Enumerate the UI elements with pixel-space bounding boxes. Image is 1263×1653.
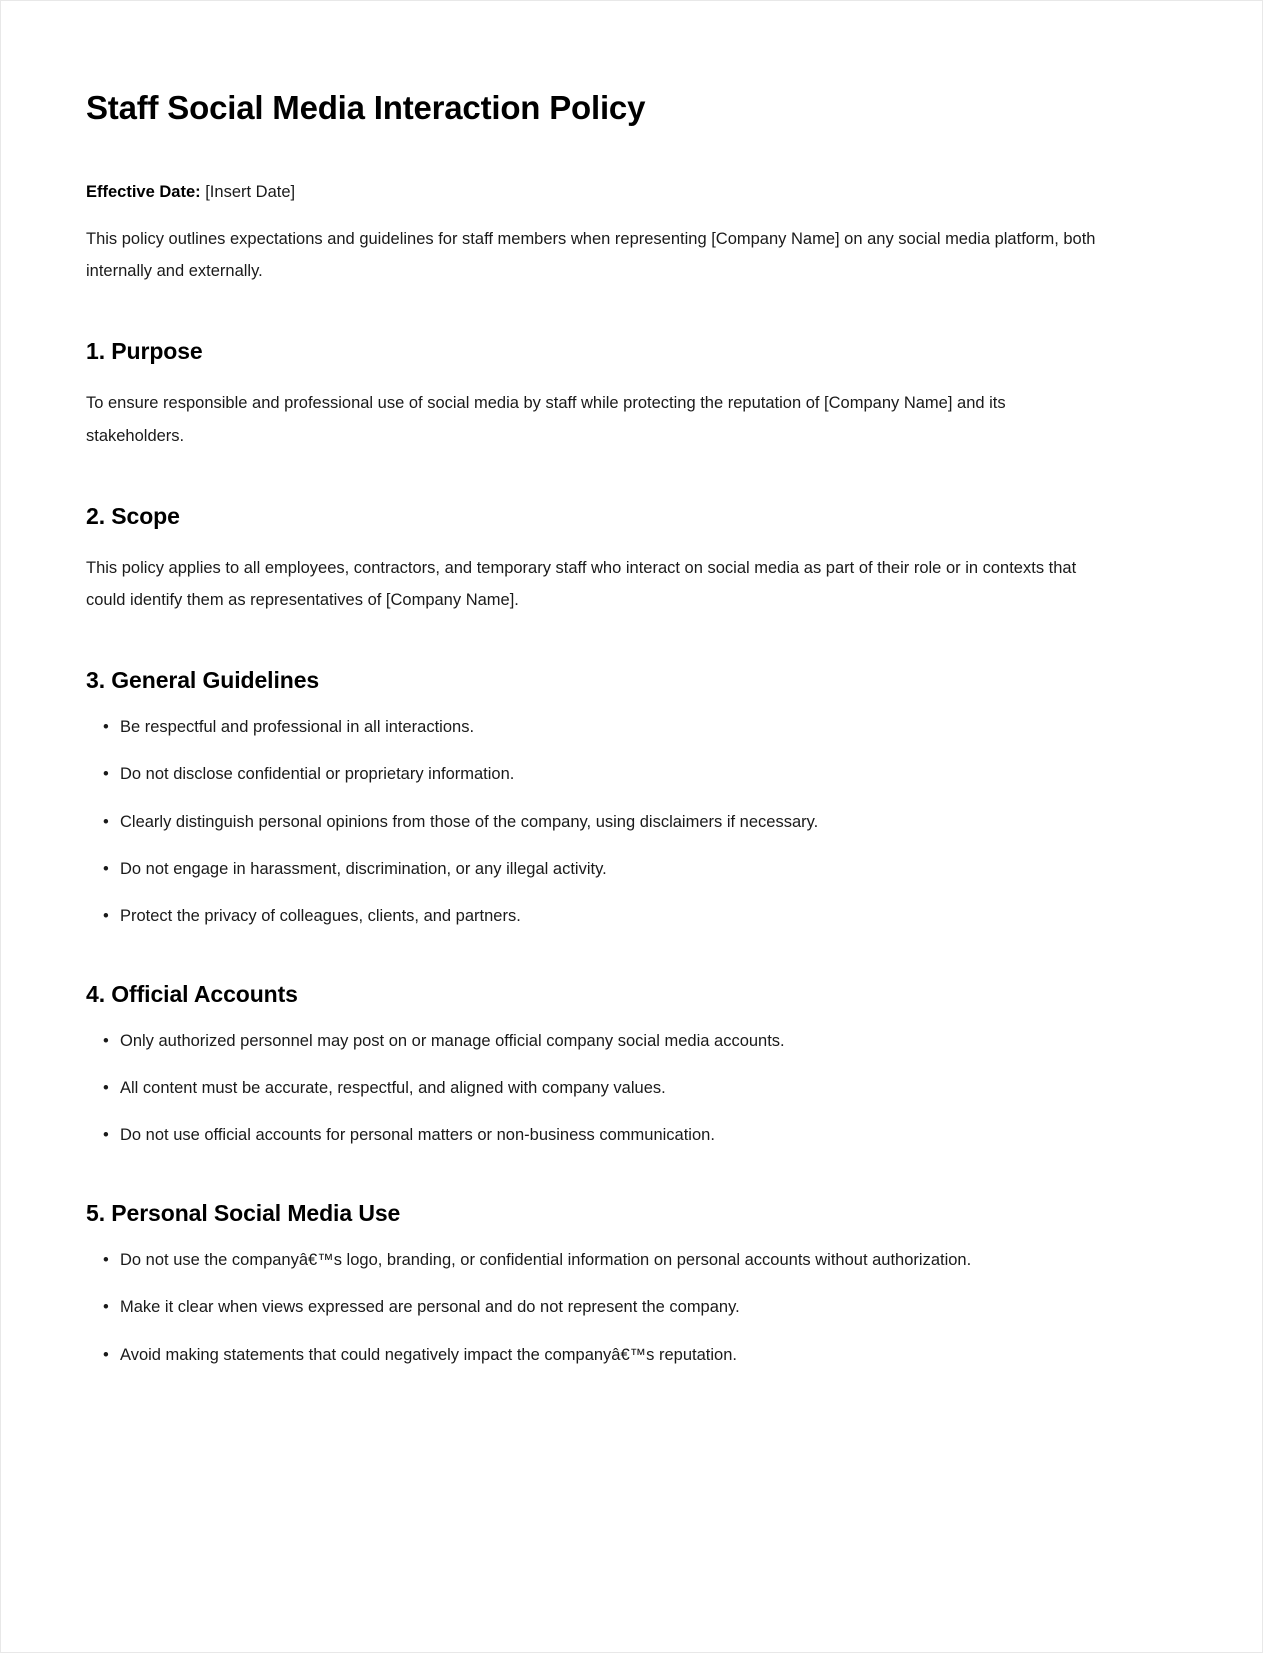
list-item-label: Protect the privacy of colleagues, clients, and partners.: [120, 907, 521, 926]
list-item-label: Do not disclose confidential or proprietary information.: [120, 765, 515, 784]
list-general-guidelines: [86, 696, 1096, 930]
list-item: [86, 1294, 1096, 1320]
list-item: [86, 1247, 1096, 1273]
bullet-icon: •: [103, 717, 109, 736]
document-body: [86, 1, 1096, 1368]
list-item: [86, 809, 1096, 835]
section-heading-purpose: 1. Purpose: [86, 338, 203, 365]
list-item: [86, 1075, 1096, 1101]
section-body-purpose: To ensure responsible and professional use of social media by staff while protecting the reputation of [Company Name] and its stakeholders.: [86, 394, 1006, 445]
list-item-label: Do not engage in harassment, discrimination, or any illegal activity.: [120, 860, 607, 878]
bullet-icon: •: [103, 765, 109, 784]
effective-date-line: [86, 128, 1096, 207]
list-item-label: Clearly distinguish personal opinions from those of the company, using disclaimers if necessary.: [120, 812, 819, 831]
bullet-icon: •: [103, 1031, 109, 1050]
list-item: [86, 903, 1096, 929]
section-heading-personal-social-media-use: 5. Personal Social Media Use: [86, 1199, 401, 1226]
intro-paragraph: This policy outlines expectations and guidelines for staff members when representing [Company Name] on any social media platform, both internally and externally.: [86, 230, 1096, 281]
list-item-label: Only authorized personnel may post on or manage official company social media accounts.: [120, 1031, 785, 1050]
section-heading-scope: 2. Scope: [86, 502, 180, 529]
bullet-icon: •: [103, 1298, 109, 1317]
bullet-icon: •: [103, 1345, 109, 1364]
bullet-icon: •: [103, 1126, 109, 1145]
bullet-icon: •: [103, 1079, 109, 1098]
section-general-guidelines: [86, 616, 1096, 930]
section-body-scope: This policy applies to all employees, contractors, and temporary staff who interact on social media as part of their role or in contexts that could identify them as representatives of [Company Name].: [86, 558, 1077, 609]
section-heading-general-guidelines: 3. General Guidelines: [86, 666, 320, 693]
list-item: [86, 856, 1096, 882]
list-official-accounts: [86, 1010, 1096, 1149]
list-item-label: Do not use official accounts for personal matters or non-business communication.: [120, 1126, 715, 1145]
page-title: Staff Social Media Interaction Policy: [86, 89, 646, 126]
section-scope: [86, 452, 1096, 616]
bullet-icon: •: [103, 1250, 109, 1269]
section-personal-social-media-use: [86, 1149, 1096, 1368]
list-item: [86, 1028, 1096, 1054]
list-item-label: Make it clear when views expressed are personal and do not represent the company.: [120, 1298, 740, 1317]
section-heading-official-accounts: 4. Official Accounts: [86, 980, 298, 1007]
effective-date-label: Effective Date:: [86, 183, 201, 202]
list-item: [86, 714, 1096, 740]
list-item: [86, 761, 1096, 787]
list-item-label: Be respectful and professional in all interactions.: [120, 717, 475, 736]
list-personal-social-media-use: [86, 1229, 1096, 1368]
list-item-label: All content must be accurate, respectful, and aligned with company values.: [120, 1079, 666, 1098]
list-item-label: Avoid making statements that could negatively impact the companyâ€™s reputation.: [120, 1345, 737, 1364]
list-item-label: Do not use the companyâ€™s logo, branding, or confidential information on personal accounts without authorization.: [120, 1250, 972, 1269]
section-official-accounts: [86, 930, 1096, 1149]
effective-date-value: [Insert Date]: [205, 183, 296, 202]
bullet-icon: •: [103, 860, 109, 878]
section-purpose: [86, 287, 1096, 451]
bullet-icon: •: [103, 812, 109, 831]
list-item: [86, 1122, 1096, 1148]
bullet-icon: •: [103, 907, 109, 926]
list-item: [86, 1342, 1096, 1368]
